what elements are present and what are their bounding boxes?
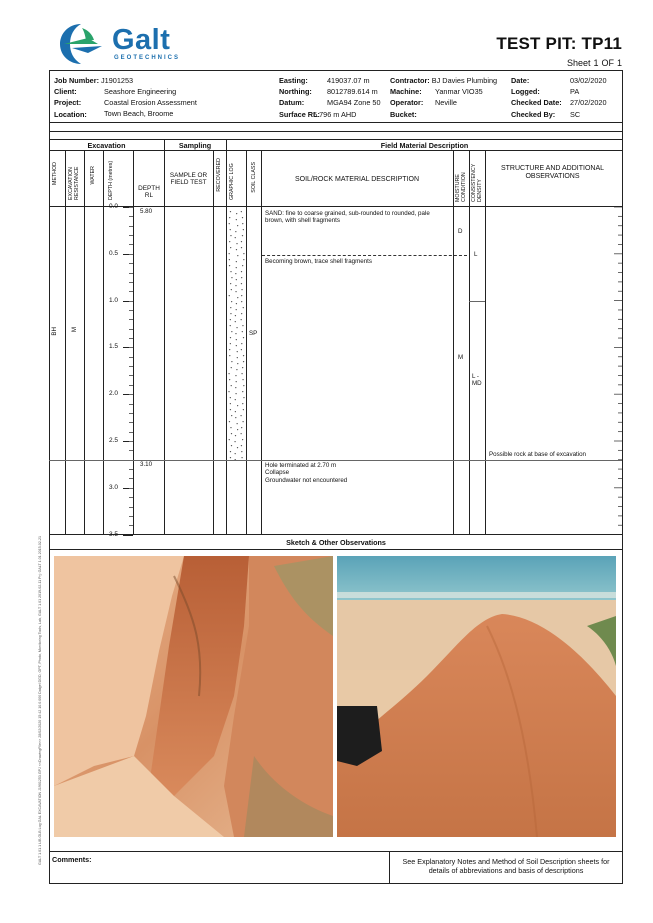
section-excavation: Excavation [87,141,126,150]
depth-minor-tick [129,516,133,517]
moisture-2: M [458,354,464,361]
company-name: Galt [112,24,171,56]
col-soil-class: SOIL CLASS [251,162,257,193]
section-sampling: Sampling [178,141,212,150]
depth-tick-label: 2.5 [108,437,118,444]
depth-minor-tick [129,235,133,236]
header-col-3: Contractor: BJ Davies Plumbing Machine: Operator: Bucket: [390,76,498,119]
structure-note: Possible rock at base of excavation [489,451,586,458]
density-1: L [474,251,478,258]
density-2: L - MD [472,373,482,388]
depth-minor-tick [129,385,133,386]
page-title: TEST PIT: TP11 [496,34,622,53]
sketch-title: Sketch & Other Observations [286,538,386,547]
rl-bottom: 3.10 [140,461,153,468]
depth-minor-tick [129,469,133,470]
date-value: 03/02/2020 [570,76,607,85]
depth-minor-tick [129,319,133,320]
col-structure: STRUCTURE AND ADDITIONAL OBSERVATIONS [500,165,605,180]
header-col-1-values [104,86,197,120]
col-depth-rl: DEPTH RL [138,185,160,199]
depth-tick-label: 0.0 [108,203,118,210]
depth-tick-label: 2.0 [108,390,118,398]
col-description: SOIL/ROCK MATERIAL DESCRIPTION [294,176,420,183]
header-col-2-values [313,75,381,120]
depth-minor-tick [129,432,133,433]
northing-value: 8012789.614 m [327,87,378,97]
company-tagline: GEOTECHNICS [114,55,181,61]
logged-value: PA [570,87,580,97]
col-method: METHOD [52,162,58,185]
depth-minor-tick [129,507,133,508]
header-col-4-values [570,75,607,120]
header-col-1: Job Number: J1901253 Client: Project: Location: [54,76,134,119]
col-consistency: CONSISTENCY DENSITY [471,163,483,202]
software-stamp: GALT 1.01.1 LIB.GLB Log GAL EXCAVATION J1901253.GPJ <<DrawingFile>> 28/02/2020 15:42 10.0.000 Datgel DGD, GPT, Photo, Monitoring Tools, Lab, GALT 1.01 2019-02-11 Prj: GALT 1.01 2015-02-21 [38,536,42,865]
easting-value: 419037.07 m [327,76,370,85]
surface-rl-value: 5.796 m AHD [313,109,357,119]
col-recovered: RECOVERED [216,158,222,192]
depth-minor-tick [129,254,133,255]
project-value: Coastal Erosion Assessment [104,98,197,108]
col-depth: DEPTH (metres) [108,160,114,200]
termination-notes: Hole terminated at 2.70 m Collapse Groundwater not encountered [265,462,348,484]
col-moisture: MOISTURE CONDITION [455,172,467,202]
depth-minor-tick [129,282,133,283]
depth-minor-tick [129,450,133,451]
depth-minor-tick [129,478,133,479]
section-field: Field Material Description [380,141,469,150]
depth-minor-tick [129,394,133,395]
depth-minor-tick [129,422,133,423]
depth-minor-tick [129,329,133,330]
depth-minor-tick [129,366,133,367]
col-water: WATER [90,166,96,185]
depth-minor-tick [129,357,133,358]
footer-note: See Explanatory Notes and Method of Soil Description sheets for details of abbreviations and basis of descriptions [402,857,610,875]
depth-tick-label: 0.5 [108,249,118,257]
depth-tick-label: 1.0 [108,296,118,304]
checked-by-value: SC [570,109,581,119]
col-graphic: GRAPHIC LOG [229,163,235,200]
machine-value: Yanmar VIO35 [435,87,483,96]
job-number: J1901253 [101,76,134,85]
depth-minor-tick [129,488,133,489]
depth-minor-tick [129,310,133,311]
soil-class-value: SP [249,330,258,337]
depth-minor-tick [129,441,133,442]
depth-tick-label: 1.5 [108,343,118,351]
depth-tick [123,535,133,536]
depth-minor-tick [129,525,133,526]
col-resistance: EXCAVATION RESISTANCE [68,166,80,200]
depth-minor-tick [129,244,133,245]
header-col-2: Easting: Northing: Datum: Surface RL: [279,76,320,119]
depth-minor-tick [129,216,133,217]
col-sample: SAMPLE OR FIELD TEST [169,172,208,186]
client-value: Seashore Engineering [104,87,177,96]
header-col-4: Date: Logged: Checked Date: Checked By: [511,76,562,119]
contractor-value: BJ Davies Plumbing [431,76,498,85]
company-logo-icon [58,22,104,66]
resistance-value: M [71,327,78,333]
depth-minor-tick [129,404,133,405]
depth-minor-tick [129,338,133,339]
depth-minor-tick [129,347,133,348]
header-col-3-values [435,86,483,108]
depth-tick-label: 3.5 [108,530,118,538]
checked-date-value: 27/02/2020 [570,98,607,108]
depth-minor-tick [129,273,133,274]
comments-label: Comments: [52,855,92,864]
depth-minor-tick [129,301,133,302]
rl-top: 5.80 [140,208,153,215]
datum-value: MGA94 Zone 50 [327,98,381,108]
operator-value: Neville [435,98,457,108]
method-value: BH [51,327,58,336]
depth-tick-label: 3.0 [108,483,118,491]
description-layer-1: SAND: fine to coarse grained, sub-rounded to rounded, pale brown, with shell fragments [265,210,430,225]
depth-minor-tick [129,497,133,498]
photo-trench-image [54,556,333,837]
depth-minor-tick [129,375,133,376]
location-value: Town Beach, Broome [104,109,174,119]
depth-minor-tick [129,207,133,208]
depth-minor-tick [129,413,133,414]
depth-minor-tick [129,263,133,264]
graphic-log-sand-pattern [227,207,246,461]
structure-scale-ticks [614,207,622,534]
depth-minor-tick [129,226,133,227]
moisture-1: D [458,228,463,235]
depth-minor-tick [129,291,133,292]
photo-spoil-pile-image [337,556,616,837]
sheet-indicator: Sheet 1 OF 1 [566,58,622,68]
description-layer-2: Becoming brown, trace shell fragments [265,258,372,265]
